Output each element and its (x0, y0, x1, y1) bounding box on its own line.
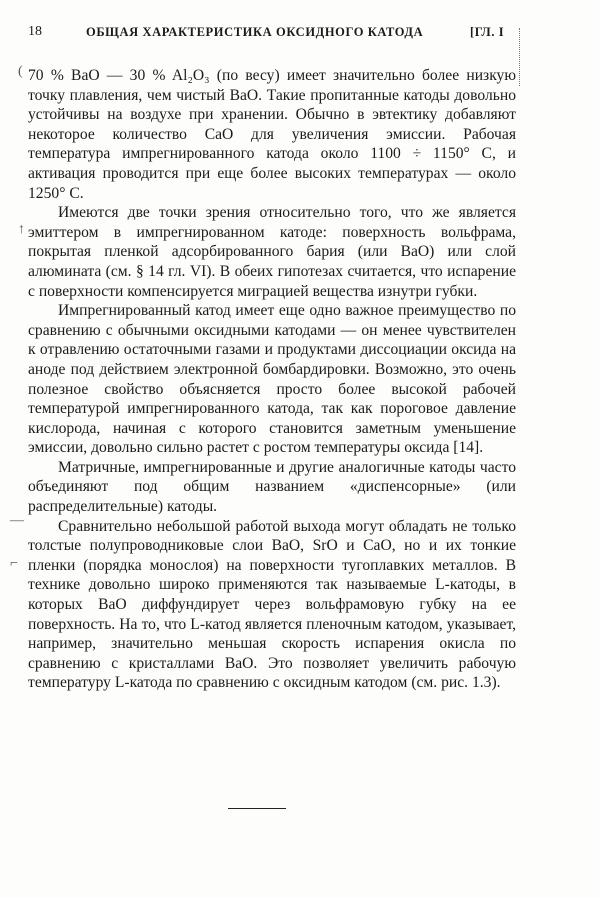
section-rule (228, 808, 286, 809)
margin-mark (519, 28, 520, 86)
paragraph-2: Имеются две точки зрения относительно того, что же является эмиттером в импрегнированном катоде: поверхность вольфрама, покрытая пленкой адсорбированного бария (или BaO) или слой алюмината (см. § 14 гл. VI). В обеих гипотезах считается, что испарение с поверхности компенсируется миграцией вещества изнутри губки. (28, 204, 516, 300)
margin-mark: — (10, 513, 24, 528)
paragraph-3: Импрегнированный катод имеет еще одно важное преимущество по сравнению с обычными оксидными катодами — он менее чувствителен к отравлению остаточными газами и продуктами диссоциации оксида на аноде под действием электронной бомбардировки. Возможно, это очень полезное свойство объясняется просто более высокой рабочей температурой импрегнированного катода, так как пороговое давление кислорода, начиная с которого становится заметным уменьшение эмиссии, довольно сильно растет с ростом температуры оксида [14]. (28, 302, 516, 457)
margin-mark: ( (18, 64, 23, 79)
running-title: ОБЩАЯ ХАРАКТЕРИСТИКА ОКСИДНОГО КАТОДА (86, 25, 424, 39)
paragraph-1: 70 % BaO — 30 % Al₂O₃ (по весу) имеет значительно более низкую точку плавления, чем чистый BaO. Такие пропитанные катоды довольно устойчивы на воздухе при хранении. Обычно в эвтектику добавляют некоторое количество CaO для увеличения эмиссии. Рабочая температура импрегнированного катода около 1100 ÷ 1150° C, и активация проводится при еще более высоких температурах — около 1250° C. (28, 67, 516, 202)
margin-mark: ↑ (18, 222, 25, 237)
page-body (28, 66, 516, 693)
paragraph-5: Сравнительно небольшой работой выхода могут обладать не только толстые полупроводниковые слои BaO, SrO и CaO, но и их тонкие пленки (порядка монослоя) на поверхности тугоплавких металлов. В технике довольно широко применяются так называемые L-катоды, в которых BaO диффундирует через вольфрамовую губку на ее поверхность. На то, что L-катод является пленочным катодом, указывает, например, значительно меньшая скорость испарения окисла по сравнению с кристаллами BaO. Это позволяет увеличить рабочую температуру L-катода по сравнению с оксидным катодом (см. рис. 1.3). (28, 517, 516, 692)
chapter-label: [ГЛ. I (470, 25, 505, 39)
paragraph-4: Матричные, импрегнированные и другие аналогичные катоды часто объединяют под общим названием «диспенсорные» (или распределительные) катоды. (28, 458, 516, 516)
page-number: 18 (28, 24, 42, 39)
margin-mark: ⌐ (10, 556, 18, 571)
